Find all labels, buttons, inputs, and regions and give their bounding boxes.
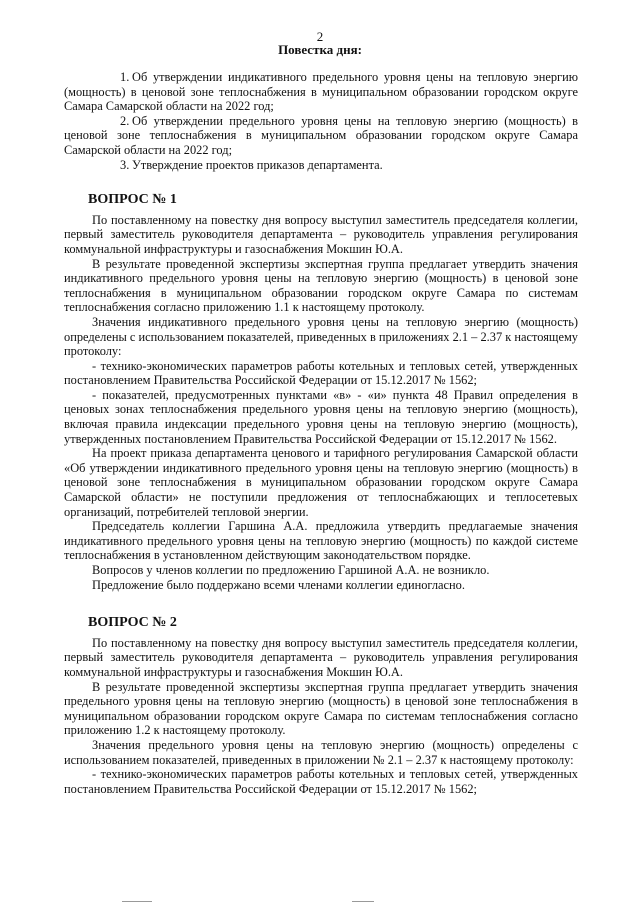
paragraph: Значения индикативного предельного уровня цены на тепловую энергию (мощность) определены с использованием показателей, приведенных в приложениях 2.1 – 2.37 к настоящему протоколу: bbox=[64, 314, 578, 359]
paragraph: По поставленному на повестку дня вопросу выступил заместитель председателя коллегии, первый заместитель руководителя департамента – руководитель управления регулирования коммунальной инфраструктуры и газоснабжения Мокшин Ю.А. bbox=[64, 212, 578, 256]
agenda-item bbox=[64, 70, 578, 114]
paragraph: По поставленному на повестку дня вопросу выступил заместитель председателя коллегии, первый заместитель руководителя департамента – руководитель управления регулирования коммунальной инфраструктуры и газоснабжения Мокшин Ю.А. bbox=[64, 635, 578, 679]
agenda-item-text: Об утверждении предельного уровня цены на тепловую энергию (мощность) в ценовой зоне теплоснабжения в муниципальном образовании городском округе Самара Самарской области на 2022 год; bbox=[64, 113, 578, 157]
paragraph: В результате проведенной экспертизы экспертная группа предлагает утвердить значения индикативного предельного уровня цены на тепловую энергию (мощность) в ценовой зоне теплоснабжения в муниципальном образовании городском округе Самара по системам теплоснабжения согласно приложению 1.1 к настоящему протоколу. bbox=[64, 256, 578, 315]
agenda-item bbox=[64, 114, 578, 158]
paragraph: - технико-экономических параметров работы котельных и тепловых сетей, утвержденных постановлением Правительства Российской Федерации от 15.12.2017 № 1562; bbox=[64, 767, 578, 796]
paragraph: В результате проведенной экспертизы экспертная группа предлагает утвердить значения предельного уровня цены на тепловую энергию (мощность) в ценовой зоне теплоснабжения в муниципальном образовании городском округе Самара по системам теплоснабжения согласно приложению 1.2 к настоящему протоколу. bbox=[64, 679, 578, 738]
paragraph: Значения предельного уровня цены на тепловую энергию (мощность) определены с использованием показателей, приведенных в приложении № 2.1 – 2.37 к настоящему протоколу: bbox=[64, 737, 578, 767]
agenda-item-number: 2. bbox=[120, 113, 130, 128]
paragraph: Вопросов у членов коллегии по предложению Гаршиной А.А. не возникло. bbox=[92, 563, 490, 577]
agenda-title: Повестка дня: bbox=[278, 42, 362, 57]
paragraph: - показателей, предусмотренных пунктами «в» - «и» пункта 48 Правил определения в ценовых зонах теплоснабжения предельного уровня цены на тепловую энергию (мощность), включая правила индексации предельного уровня цены на тепловую энергию (мощность), утвержденных постановлением Правительства Российской Федерации от 15.12.2017 № 1562. bbox=[64, 387, 578, 446]
agenda-item-number: 3. bbox=[120, 157, 130, 172]
question-1-heading: ВОПРОС № 1 bbox=[88, 192, 177, 208]
agenda-item bbox=[64, 158, 578, 173]
paragraph: Предложение было поддержано всеми членами коллегии единогласно. bbox=[92, 577, 465, 592]
document-body bbox=[64, 70, 578, 796]
agenda-item-text: Утверждение проектов приказов департамента. bbox=[132, 157, 383, 172]
scan-artifact bbox=[122, 901, 152, 902]
paragraph: На проект приказа департамента ценового и тарифного регулирования Самарской области «Об утверждении индикативного предельного уровня цены на тепловую энергию (мощность) в ценовой зоне теплоснабжения в муниципальном образовании городском округе Самара Самарской области» не поступили предложения от теплоснабжающих и теплосетевых организаций, потребителей тепловой энергии. bbox=[64, 446, 578, 519]
scan-artifact bbox=[352, 901, 374, 902]
question-2-heading: ВОПРОС № 2 bbox=[88, 615, 177, 631]
page-number: 2 bbox=[316, 29, 324, 44]
paragraph: - технико-экономических параметров работы котельных и тепловых сетей, утвержденных постановлением Правительства Российской Федерации от 15.12.2017 № 1562; bbox=[64, 358, 578, 388]
agenda-item-number: 1. bbox=[120, 70, 130, 84]
agenda-item-text: Об утверждении индикативного предельного уровня цены на тепловую энергию (мощность) в ценовой зоне теплоснабжения в муниципальном образовании городском округе Самара Самарской области на 2022 год; bbox=[64, 70, 578, 114]
paragraph: Председатель коллегии Гаршина А.А. предложила утвердить предлагаемые значения индикативного предельного уровня цены на тепловую энергию (мощность) по каждой системе теплоснабжения в установленном действующим законодательством порядке. bbox=[64, 519, 578, 563]
